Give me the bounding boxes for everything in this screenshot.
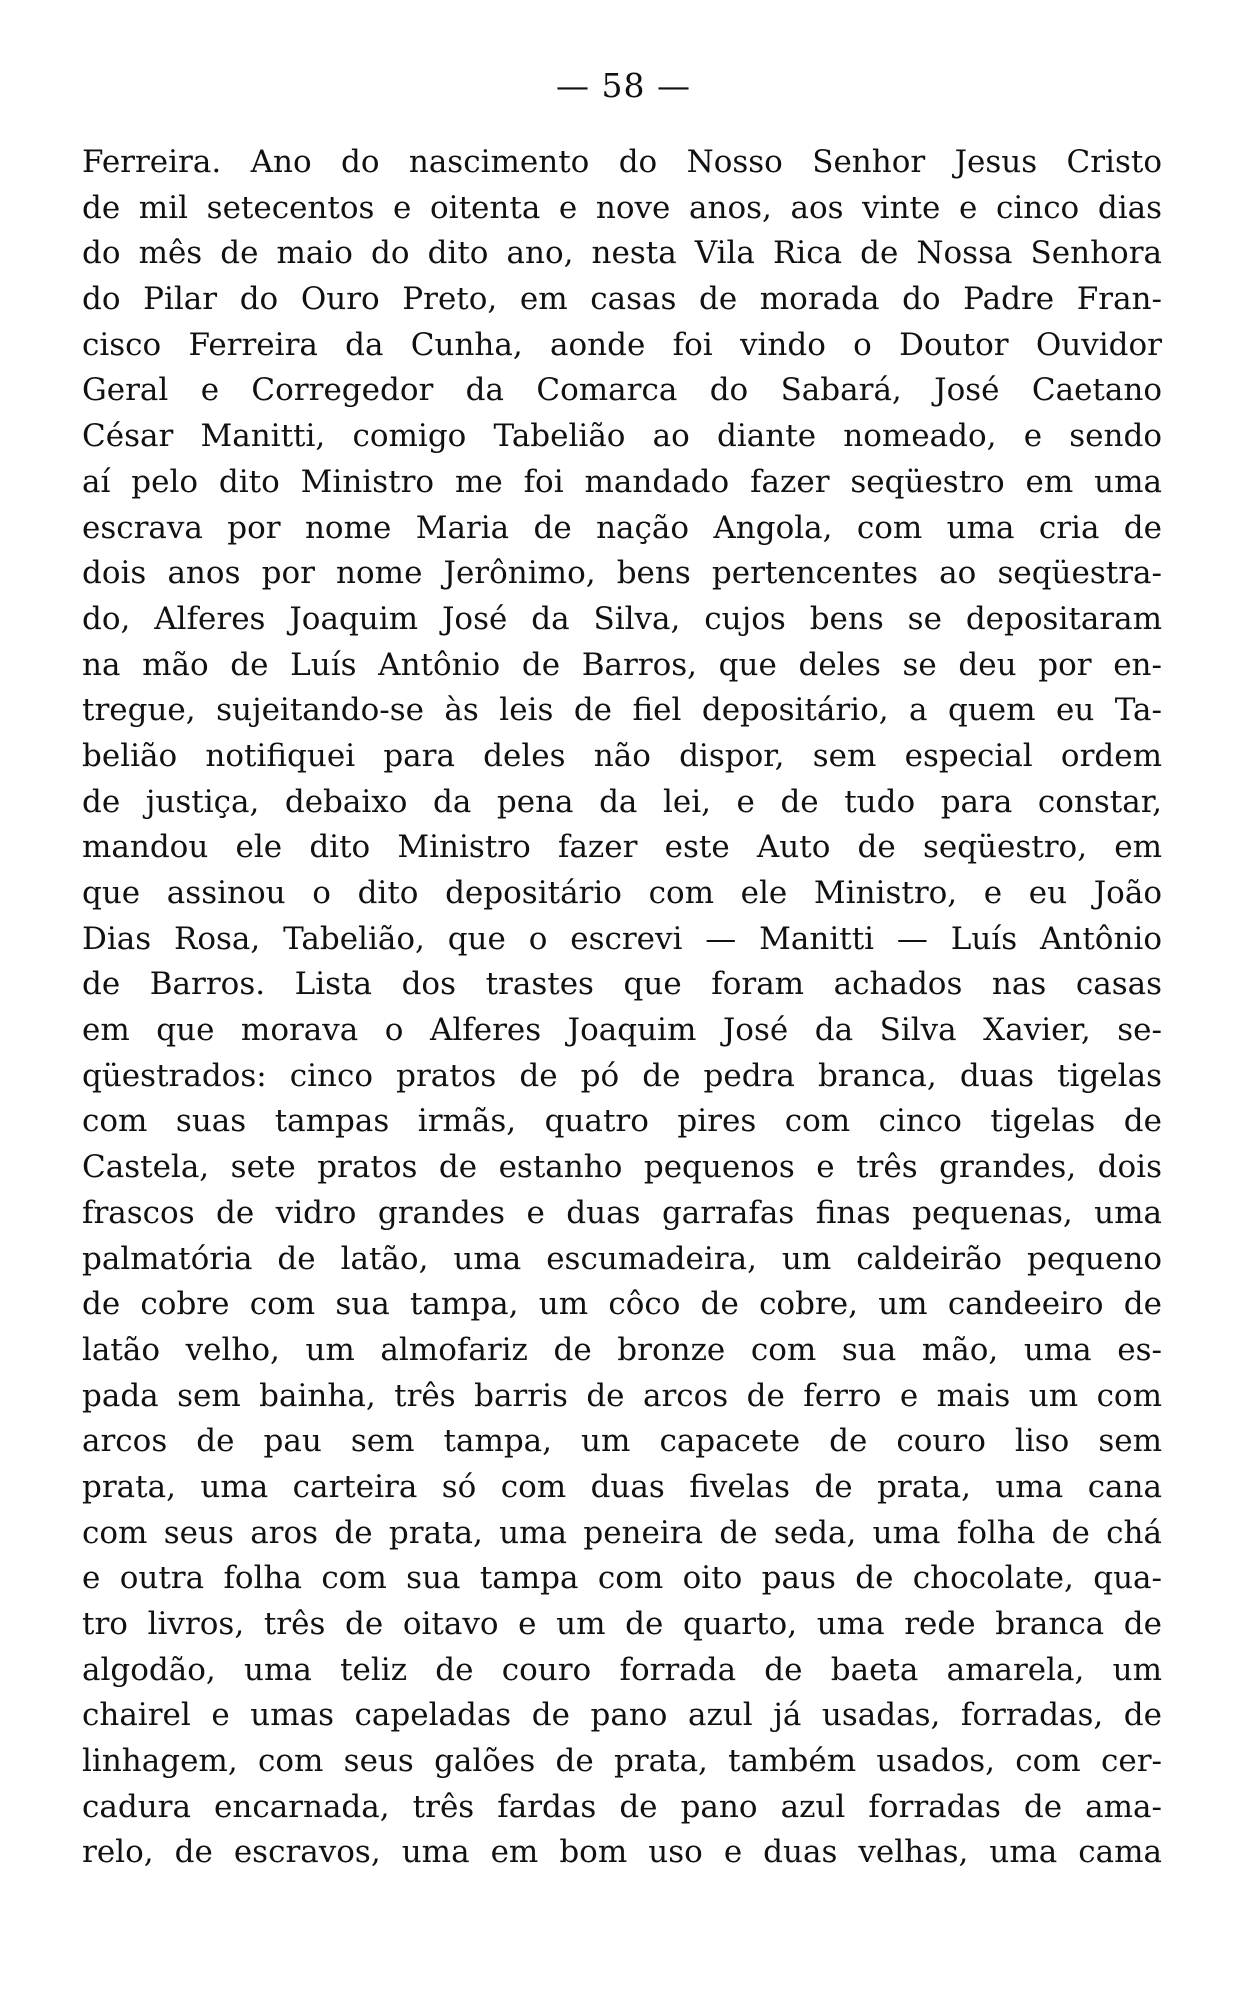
- text-line: Dias Rosa, Tabelião, que o escrevi — Manitti — Luís Antônio: [82, 920, 1162, 957]
- text-line: cisco Ferreira da Cunha, aonde foi vindo o Doutor Ouvidor: [82, 326, 1162, 363]
- text-line: algodão, uma teliz de couro forrada de baeta amarela, um: [82, 1651, 1162, 1688]
- text-line: relo, de escravos, uma em bom uso e duas velhas, uma cama: [82, 1834, 1162, 1871]
- text-line: chairel e umas capeladas de pano azul já usadas, forradas, de: [82, 1697, 1162, 1734]
- text-line: latão velho, um almofariz de bronze com sua mão, uma es-: [82, 1331, 1162, 1368]
- text-line: César Manitti, comigo Tabelião ao diante nomeado, e sendo: [82, 418, 1162, 455]
- text-line: Geral e Corregedor da Comarca do Sabará, José Caetano: [82, 372, 1162, 409]
- text-line: que assinou o dito depositário com ele Ministro, e eu João: [82, 875, 1162, 911]
- body-text: [82, 140, 1162, 1876]
- text-line: arcos de pau sem tampa, um capacete de couro liso sem: [82, 1423, 1162, 1460]
- text-line: em que morava o Alferes Joaquim José da Silva Xavier, se-: [82, 1012, 1162, 1049]
- text-line: de cobre com sua tampa, um côco de cobre, um candeeiro de: [82, 1286, 1162, 1323]
- text-line: de mil setecentos e oitenta e nove anos, aos vinte e cinco dias: [82, 189, 1162, 226]
- text-line: linhagem, com seus galões de prata, também usados, com cer-: [82, 1743, 1162, 1780]
- text-line: Castela, sete pratos de estanho pequenos e três grandes, dois: [82, 1149, 1162, 1186]
- text-line: na mão de Luís Antônio de Barros, que deles se deu por en-: [82, 646, 1162, 683]
- text-line: aí pelo dito Ministro me foi mandado fazer seqüestro em uma: [82, 463, 1162, 500]
- text-line: qüestrados: cinco pratos de pó de pedra branca, duas tigelas: [82, 1057, 1162, 1094]
- text-line: com suas tampas irmãs, quatro pires com cinco tigelas de: [82, 1103, 1162, 1140]
- text-line: de Barros. Lista dos trastes que foram achados nas casas: [82, 966, 1162, 1003]
- text-line: do, Alferes Joaquim José da Silva, cujos bens se depositaram: [82, 600, 1162, 637]
- text-line: prata, uma carteira só com duas fivelas de prata, uma cana: [82, 1468, 1162, 1505]
- text-line: pada sem bainha, três barris de arcos de ferro e mais um com: [82, 1377, 1162, 1414]
- page-number: — 58 —: [556, 66, 691, 105]
- text-line: frascos de vidro grandes e duas garrafas finas pequenas, uma: [82, 1194, 1162, 1231]
- text-line: mandou ele dito Ministro fazer este Auto de seqüestro, em: [82, 829, 1162, 866]
- text-line: cadura encarnada, três fardas de pano azul forradas de ama-: [82, 1788, 1162, 1825]
- text-line: dois anos por nome Jerônimo, bens pertencentes ao seqüestra-: [82, 555, 1162, 592]
- text-line: tregue, sujeitando-se às leis de fiel depositário, a quem eu Ta-: [82, 692, 1162, 729]
- text-line: Ferreira. Ano do nascimento do Nosso Senhor Jesus Cristo: [82, 144, 1162, 180]
- text-line: palmatória de latão, uma escumadeira, um caldeirão pequeno: [82, 1240, 1162, 1277]
- text-line: tro livros, três de oitavo e um de quarto, uma rede branca de: [82, 1606, 1162, 1642]
- text-line: do mês de maio do dito ano, nesta Vila Rica de Nossa Senhora: [82, 235, 1162, 272]
- text-line: de justiça, debaixo da pena da lei, e de tudo para constar,: [82, 783, 1162, 820]
- text-line: com seus aros de prata, uma peneira de seda, uma folha de chá: [82, 1514, 1162, 1551]
- text-line: do Pilar do Ouro Preto, em casas de morada do Padre Fran-: [82, 281, 1162, 318]
- text-line: escrava por nome Maria de nação Angola, com uma cria de: [82, 509, 1162, 546]
- text-line: belião notifiquei para deles não dispor, sem especial ordem: [82, 737, 1162, 774]
- text-line: e outra folha com sua tampa com oito paus de chocolate, qua-: [82, 1560, 1162, 1597]
